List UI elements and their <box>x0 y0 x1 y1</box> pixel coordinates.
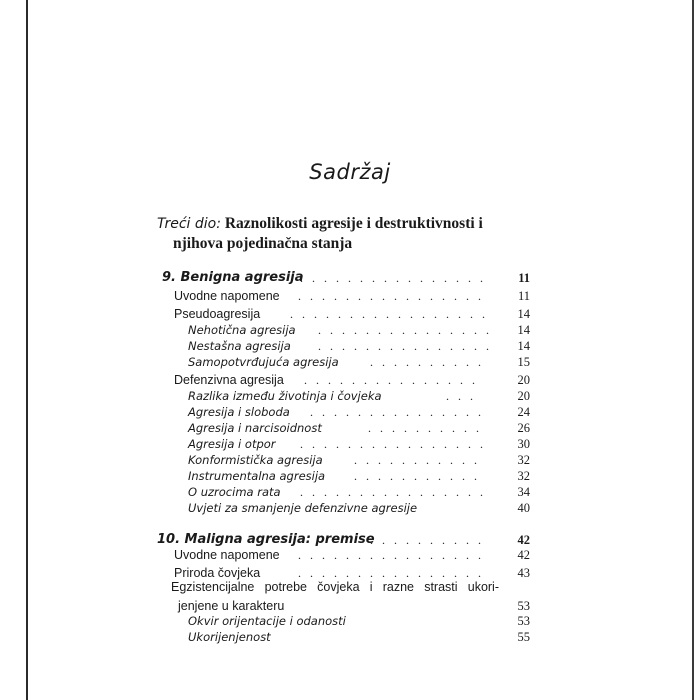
toc-entry-title: O uzrocima rata <box>188 485 281 499</box>
toc-page-number: 32 <box>517 469 530 483</box>
leader-dots: . . . . . . . . . . . . . . . . <box>298 548 481 562</box>
leader-dots: . . . . . . . . . . <box>368 421 479 435</box>
toc-page-number: 14 <box>517 323 530 337</box>
toc-entry <box>0 420 700 436</box>
toc-page-number: 14 <box>517 307 530 321</box>
toc-page-number: 42 <box>517 548 530 562</box>
toc-entry-title: Nestašna agresija <box>188 339 291 353</box>
toc-page-number: 42 <box>517 533 530 547</box>
leader-dots: . . . . . . . . . . . . . . . . <box>300 437 483 451</box>
toc-page-number: 34 <box>517 485 530 499</box>
toc-entry <box>0 484 700 500</box>
part-heading <box>157 214 502 254</box>
toc-entry <box>0 598 700 614</box>
toc-entry <box>0 629 700 645</box>
toc-entry <box>0 452 700 468</box>
leader-dots: . . . . . . . . . . . . . . . . <box>298 289 481 303</box>
toc-entry <box>0 306 700 322</box>
toc-page-number: 53 <box>517 614 530 628</box>
toc-entry-title: Agresija i narcisoidnost <box>188 421 322 435</box>
leader-dots: . . . . . . . . . . . <box>354 453 477 467</box>
toc-entry <box>0 436 700 452</box>
leader-dots: . . . . . . . . . . . . . . . . . <box>290 307 485 321</box>
part-label: Treći dio: <box>157 216 221 232</box>
leader-dots: . . . <box>446 389 473 403</box>
toc-entry-title: Ukorijenjenost <box>188 630 271 644</box>
toc-entry <box>0 500 700 516</box>
toc-page-number: 20 <box>517 373 530 387</box>
toc-page-number: 14 <box>517 339 530 353</box>
leader-dots: . . . . . . . . . . . . . . . . <box>300 485 483 499</box>
leader-dots: . . . . . . . . . . . . . . . <box>310 405 481 419</box>
toc-entry-title: Uvodne napomene <box>174 548 280 562</box>
toc-entry <box>0 288 700 304</box>
toc-entry-title: Razlika između životinja i čovjeka <box>188 389 382 403</box>
leader-dots: . . . . . . . . . . . . . . . . <box>298 566 481 580</box>
toc-page-number: 26 <box>517 421 530 435</box>
toc-entry-title: Okvir orijentacije i odanosti <box>188 614 346 628</box>
toc-chapter-10 <box>0 532 700 548</box>
toc-entry <box>0 372 700 388</box>
toc-entry-long <box>171 579 499 596</box>
toc-entry-title-line1: Egzistencijalne potrebe čovjeka i razne strasti ukori- <box>171 580 499 594</box>
toc-entry-title: Instrumentalna agresija <box>188 469 326 483</box>
toc-page-number: 32 <box>517 453 530 467</box>
leader-dots: . . . . . . . . . . . . . . . . <box>300 271 483 285</box>
toc-entry-title: Priroda čovjeka <box>174 566 261 580</box>
leader-dots: . . . . . . . . . . . <box>354 469 477 483</box>
toc-page-number: 53 <box>517 599 530 613</box>
toc-entry <box>0 547 700 563</box>
toc-entry-title: Agresija i otpor <box>188 437 276 451</box>
toc-entry-title: 9. Benigna agresija <box>162 270 304 285</box>
toc-entry <box>0 322 700 338</box>
toc-page-number: 55 <box>517 630 530 644</box>
toc-chapter-9 <box>0 270 700 286</box>
toc-entry-title: Pseudoagresija <box>174 307 261 321</box>
toc-entry <box>0 388 700 404</box>
leader-dots: . . . . . . . . . . . . . . . <box>318 339 489 353</box>
toc-page-number: 11 <box>518 271 530 285</box>
toc-page-number: 24 <box>517 405 530 419</box>
toc-entry <box>0 338 700 354</box>
part-title-line2: njihova pojedinačna stanja <box>173 235 353 252</box>
contents-heading: Sadržaj <box>309 160 391 184</box>
toc-entry-title: Defenzivna agresija <box>174 373 284 387</box>
toc-entry-title-line2: jenjene u karakteru <box>178 599 285 613</box>
toc-entry-title: Samopotvrđujuća agresija <box>188 355 339 369</box>
leader-dots: . . . . . . . . . . <box>370 355 481 369</box>
toc-entry <box>0 354 700 370</box>
toc-page-number: 30 <box>517 437 530 451</box>
toc-page-number: 15 <box>517 355 530 369</box>
leader-dots: . . . . . . . . . . . . . . . <box>318 323 489 337</box>
toc-entry <box>0 468 700 484</box>
part-title-line1: Raznolikosti agresije i destruktivnosti i <box>224 215 483 232</box>
toc-page-number: 20 <box>517 389 530 403</box>
toc-page-number: 40 <box>517 501 530 515</box>
toc-page-number: 11 <box>517 289 530 303</box>
toc-entry-title: Uvodne napomene <box>174 289 280 303</box>
toc-entry-title: Uvjeti za smanjenje defenzivne agresije <box>188 501 418 515</box>
toc-entry-title: Agresija i sloboda <box>188 405 290 419</box>
toc-entry-title: 10. Maligna agresija: premise <box>157 532 375 547</box>
toc-entry-title: Nehotična agresija <box>188 323 296 337</box>
toc-entry-title: Konformistička agresija <box>188 453 323 467</box>
toc-page-number: 43 <box>517 566 530 580</box>
toc-entry <box>0 613 700 629</box>
toc-entry <box>0 404 700 420</box>
leader-dots: . . . . . . . . . . . . . . . <box>304 373 475 387</box>
leader-dots: . . . . . . . . . . <box>370 533 481 547</box>
